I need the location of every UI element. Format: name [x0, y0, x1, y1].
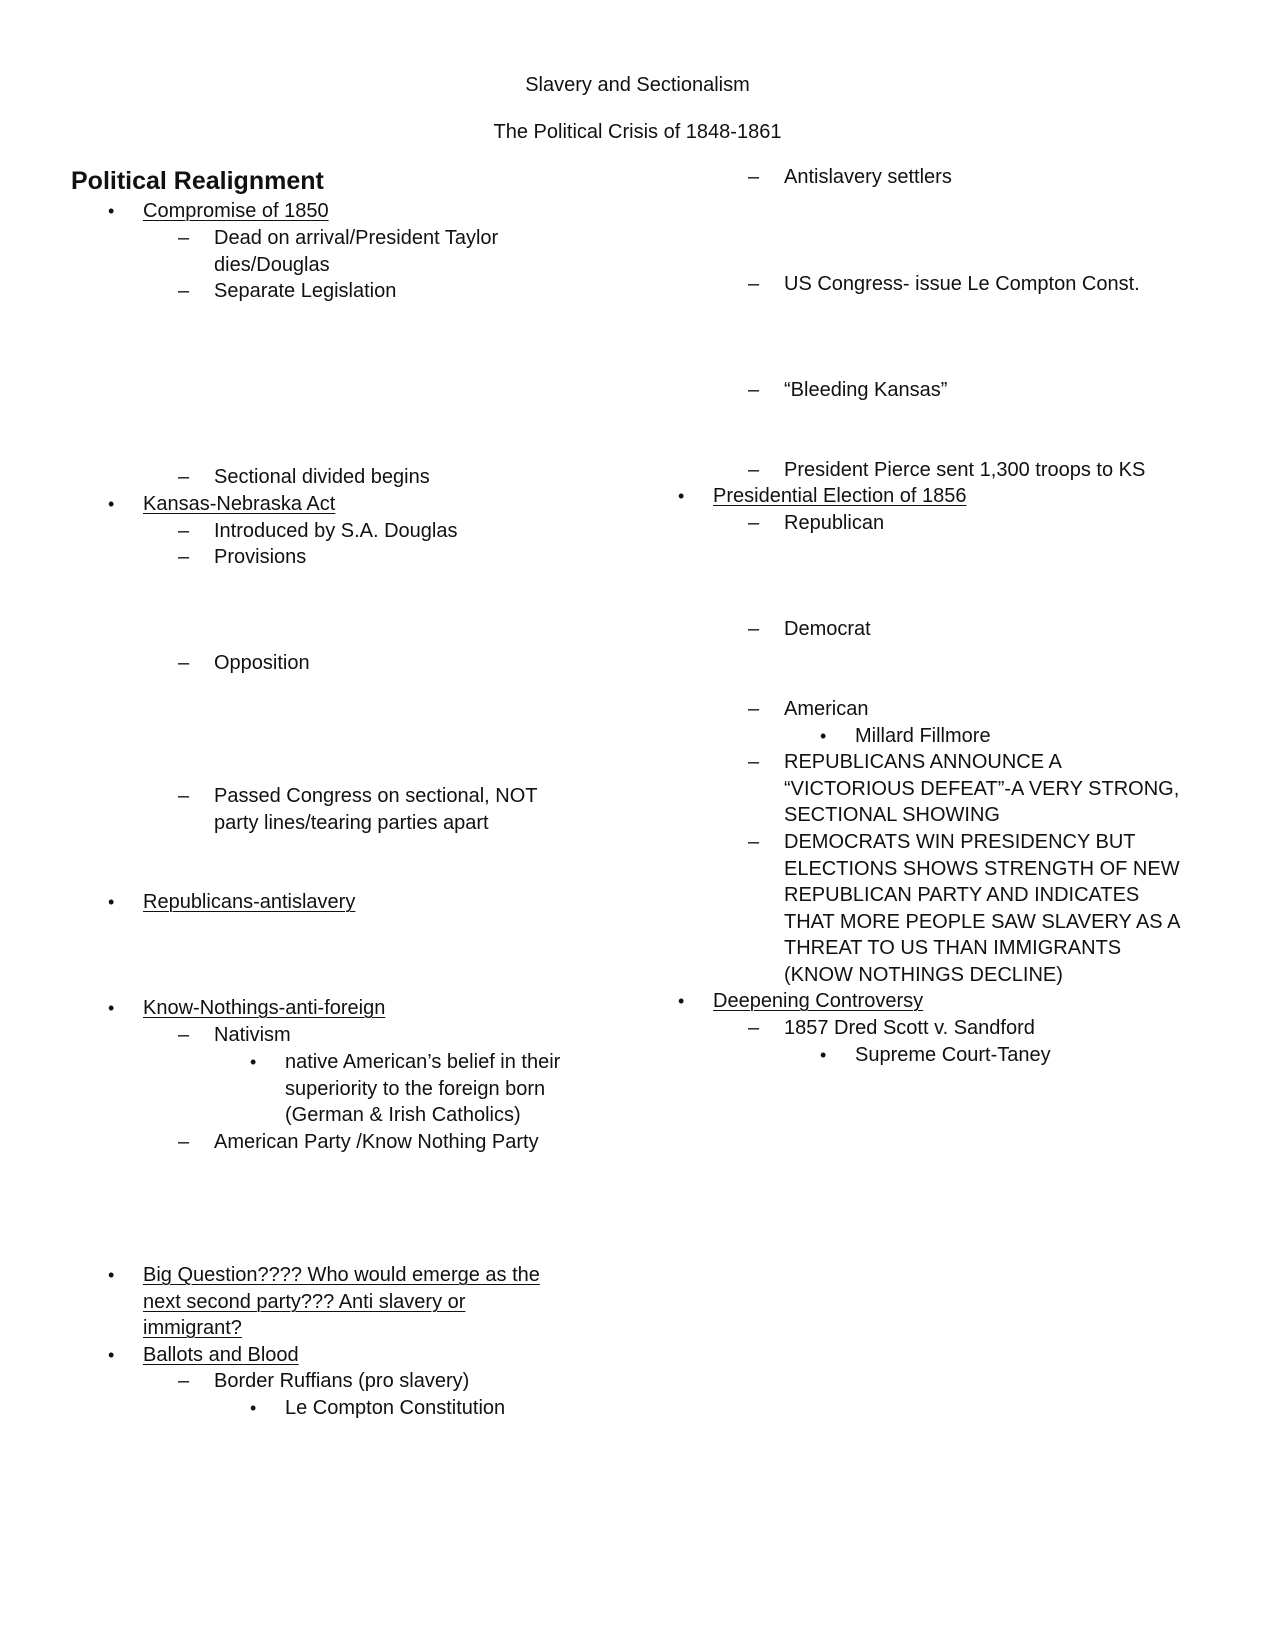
section-heading: Political Realignment: [71, 167, 324, 195]
sub-item-passed-congress-cont: party lines/tearing parties apart: [214, 812, 489, 834]
sub-item-dead-on-arrival: Dead on arrival/President Taylor: [214, 227, 499, 249]
bullet-big-question: Big Question???? Who would emerge as the: [143, 1264, 540, 1286]
bullet-icon: •: [108, 201, 115, 221]
sub-item-victorious-defeat-cont2: SECTIONAL SHOWING: [784, 804, 1000, 826]
bullet-icon: •: [820, 1045, 827, 1065]
dash-icon: –: [178, 227, 190, 249]
bullet-presidential-election-1856: Presidential Election of 1856: [713, 485, 967, 507]
bullet-big-question-cont2: immigrant?: [143, 1317, 242, 1339]
sub-item-democrats-win-cont: ELECTIONS SHOWS STRENGTH OF NEW: [784, 858, 1180, 880]
sub-item-introduced: Introduced by S.A. Douglas: [214, 520, 458, 542]
sub-item-victorious-defeat: REPUBLICANS ANNOUNCE A: [784, 751, 1062, 773]
bullet-icon: •: [108, 892, 115, 912]
sub-item-democrats-win: DEMOCRATS WIN PRESIDENCY BUT: [784, 831, 1136, 853]
dash-icon: –: [748, 751, 760, 773]
dash-icon: –: [748, 512, 760, 534]
bullet-republicans: Republicans-antislavery: [143, 891, 356, 913]
dash-icon: –: [178, 1131, 190, 1153]
dash-icon: –: [748, 618, 760, 640]
dash-icon: –: [748, 1017, 760, 1039]
sub-item-democrats-win-cont5: (KNOW NOTHINGS DECLINE): [784, 964, 1063, 986]
dash-icon: –: [178, 466, 190, 488]
dash-icon: –: [178, 1370, 190, 1392]
bullet-deepening-controversy: Deepening Controversy: [713, 990, 924, 1012]
dash-icon: –: [748, 166, 760, 188]
bullet-icon: •: [250, 1398, 257, 1418]
sub-item-separate-legislation: Separate Legislation: [214, 280, 397, 302]
dash-icon: –: [178, 280, 190, 302]
sub-item-antislavery-settlers: Antislavery settlers: [784, 166, 952, 188]
dash-icon: –: [748, 459, 760, 481]
sub-item-us-congress: US Congress- issue Le Compton Const.: [784, 273, 1140, 295]
sub-item-dead-on-arrival-cont: dies/Douglas: [214, 254, 330, 276]
dash-icon: –: [178, 785, 190, 807]
bullet-compromise-1850: Compromise of 1850: [143, 200, 329, 222]
dash-icon: –: [178, 546, 190, 568]
sub-item-opposition: Opposition: [214, 652, 310, 674]
bullet-icon: •: [678, 486, 685, 506]
sub-item-dred-scott: 1857 Dred Scott v. Sandford: [784, 1017, 1035, 1039]
sub-sub-item-le-compton: Le Compton Constitution: [285, 1397, 506, 1419]
bullet-icon: •: [250, 1052, 257, 1072]
sub-sub-item-belief-cont: superiority to the foreign born: [285, 1078, 546, 1100]
sub-item-provisions: Provisions: [214, 546, 307, 568]
sub-item-american: American: [784, 698, 869, 720]
sub-sub-item-supreme-court: Supreme Court-Taney: [855, 1044, 1051, 1066]
sub-item-democrats-win-cont3: THAT MORE PEOPLE SAW SLAVERY AS A: [784, 911, 1181, 933]
dash-icon: –: [178, 1024, 190, 1046]
dash-icon: –: [178, 520, 190, 542]
sub-item-border-ruffians: Border Ruffians (pro slavery): [214, 1370, 470, 1392]
sub-sub-item-belief: native American’s belief in their: [285, 1051, 561, 1073]
bullet-kansas-nebraska: Kansas-Nebraska Act: [143, 493, 336, 515]
dash-icon: –: [748, 379, 760, 401]
dash-icon: –: [748, 698, 760, 720]
bullet-big-question-cont: next second party??? Anti slavery or: [143, 1291, 466, 1313]
sub-sub-item-fillmore: Millard Fillmore: [855, 725, 991, 747]
bullet-icon: •: [108, 494, 115, 514]
bullet-icon: •: [108, 1265, 115, 1285]
sub-item-democrats-win-cont4: THREAT TO US THAN IMMIGRANTS: [784, 937, 1122, 959]
sub-item-sectional-divided: Sectional divided begins: [214, 466, 430, 488]
sub-sub-item-belief-cont2: (German & Irish Catholics): [285, 1104, 521, 1126]
bullet-icon: •: [108, 1345, 115, 1365]
bullet-icon: •: [820, 726, 827, 746]
sub-item-republican: Republican: [784, 512, 885, 534]
dash-icon: –: [748, 273, 760, 295]
document-subtitle: The Political Crisis of 1848-1861: [493, 121, 782, 143]
sub-item-american-party: American Party /Know Nothing Party: [214, 1131, 539, 1153]
dash-icon: –: [748, 831, 760, 853]
sub-item-democrats-win-cont2: REPUBLICAN PARTY AND INDICATES: [784, 884, 1140, 906]
bullet-know-nothings: Know-Nothings-anti-foreign: [143, 997, 386, 1019]
sub-item-president-pierce: President Pierce sent 1,300 troops to KS: [784, 459, 1146, 481]
sub-item-nativism: Nativism: [214, 1024, 291, 1046]
document-title: Slavery and Sectionalism: [525, 74, 750, 96]
bullet-icon: •: [678, 991, 685, 1011]
bullet-ballots-blood: Ballots and Blood: [143, 1344, 299, 1366]
dash-icon: –: [178, 652, 190, 674]
bullet-icon: •: [108, 998, 115, 1018]
sub-item-passed-congress: Passed Congress on sectional, NOT: [214, 785, 538, 807]
sub-item-bleeding-kansas: “Bleeding Kansas”: [784, 379, 948, 401]
sub-item-victorious-defeat-cont: “VICTORIOUS DEFEAT”-A VERY STRONG,: [784, 778, 1180, 800]
sub-item-democrat: Democrat: [784, 618, 871, 640]
